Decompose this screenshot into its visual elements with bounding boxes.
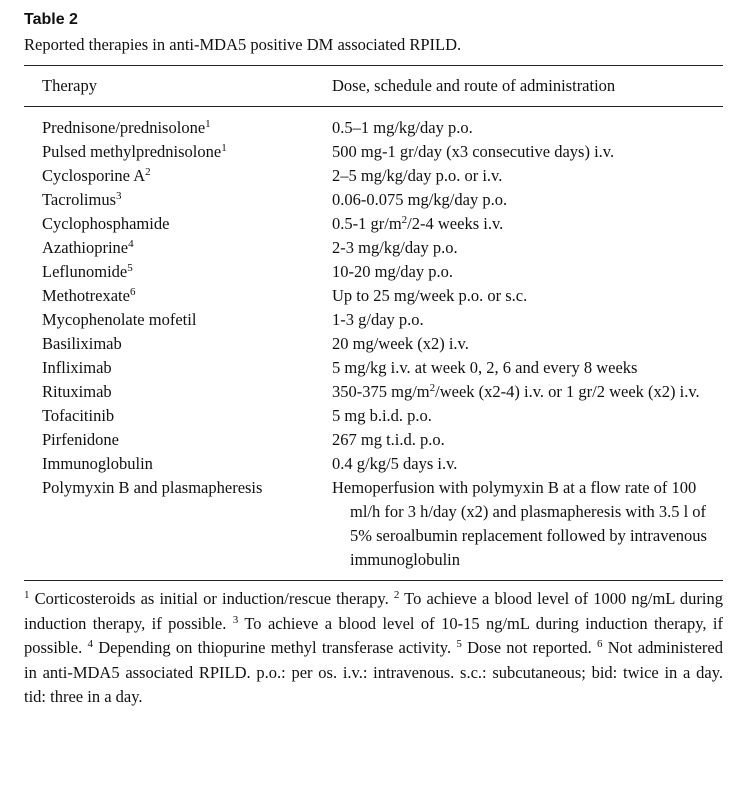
dose-cell xyxy=(316,140,723,164)
dose-cell xyxy=(316,284,723,308)
table-rows xyxy=(24,107,723,572)
therapy-cell xyxy=(24,452,316,476)
therapy-name: Infliximab xyxy=(42,358,112,377)
table-row xyxy=(24,164,723,188)
therapy-name: Pulsed methylprednisolone xyxy=(42,142,222,161)
table-row xyxy=(24,452,723,476)
table-row xyxy=(24,356,723,380)
table-row xyxy=(24,107,723,140)
footnote-text: Dose not reported. xyxy=(461,638,597,657)
table-row xyxy=(24,260,723,284)
therapy-name: Basiliximab xyxy=(42,334,122,353)
dose-cell xyxy=(316,452,723,476)
table-footnotes xyxy=(24,587,723,710)
dose-value: Hemoperfusion with polymyxin B at a flow rate of 100 ml/h for 3 h/day (x2) and plasmapheresis with 3.5 l of 5% seroalbumin replacement followed by intravenous immunoglobulin xyxy=(332,478,707,569)
therapy-cell xyxy=(24,164,316,188)
dose-text xyxy=(332,212,723,236)
dose-text xyxy=(332,188,723,212)
dose-text xyxy=(332,428,723,452)
dose-text xyxy=(332,236,723,260)
table-caption: Reported therapies in anti-MDA5 positive DM associated RPILD. xyxy=(24,35,462,54)
therapy-name: Prednisone/prednisolone xyxy=(42,118,206,137)
dose-value: 267 mg t.i.d. p.o. xyxy=(332,430,445,449)
header-row xyxy=(24,66,723,98)
dose-text xyxy=(332,356,723,380)
dose-cell xyxy=(316,476,723,572)
dose-text xyxy=(332,284,723,308)
therapy-footnote-mark: 1 xyxy=(221,142,227,154)
therapy-name: Immunoglobulin xyxy=(42,454,153,473)
therapy-cell xyxy=(24,380,316,404)
dose-cell xyxy=(316,107,723,140)
therapy-name: Azathioprine xyxy=(42,238,129,257)
dose-text xyxy=(332,140,723,164)
table-row xyxy=(24,308,723,332)
table-row xyxy=(24,476,723,572)
therapy-name: Rituximab xyxy=(42,382,112,401)
table-title: Table 2 xyxy=(24,11,78,28)
table-body xyxy=(24,107,723,572)
dose-cell xyxy=(316,428,723,452)
therapy-name: Pirfenidone xyxy=(42,430,119,449)
dose-cell xyxy=(316,308,723,332)
dose-cell xyxy=(316,164,723,188)
dose-value: 0.4 g/kg/5 days i.v. xyxy=(332,454,458,473)
dose-cell xyxy=(316,260,723,284)
header-therapy: Therapy xyxy=(42,76,97,95)
therapy-cell xyxy=(24,236,316,260)
dose-cell xyxy=(316,356,723,380)
table-row xyxy=(24,404,723,428)
therapy-cell xyxy=(24,140,316,164)
dose-value-part: /2-4 weeks i.v. xyxy=(407,214,504,233)
table-row xyxy=(24,332,723,356)
dose-cell xyxy=(316,404,723,428)
footnote-mark: 2 xyxy=(393,589,400,601)
therapy-cell xyxy=(24,404,316,428)
footnote-text: To achieve a blood level of 10-15 ng/mL during induction therapy, if possible. xyxy=(24,613,723,657)
footnote-text: Depending on thiopurine methyl transferase activity. xyxy=(92,638,457,657)
dose-value: 0.5–1 mg/kg/day p.o. xyxy=(332,118,473,137)
dose-value: 500 mg-1 gr/day (x3 consecutive days) i.v. xyxy=(332,142,615,161)
table-row xyxy=(24,236,723,260)
dose-value: 5 mg/kg i.v. at week 0, 2, 6 and every 8 weeks xyxy=(332,358,638,377)
dose-text xyxy=(332,380,723,404)
therapy-footnote-mark: 4 xyxy=(128,238,134,250)
therapy-cell xyxy=(24,284,316,308)
footnote-text: Not administered in anti-MDA5 associated RPILD. p.o.: per os. i.v.: intravenous. s.c.: subcutaneous; bid: twice in a day. tid: three in a day. xyxy=(24,638,723,706)
therapy-name: Tofacitinib xyxy=(42,406,115,425)
therapy-cell xyxy=(24,188,316,212)
dose-value: 1-3 g/day p.o. xyxy=(332,310,424,329)
dose-cell xyxy=(316,332,723,356)
dose-text xyxy=(332,308,723,332)
table-row xyxy=(24,212,723,236)
dose-value: Up to 25 mg/week p.o. or s.c. xyxy=(332,286,528,305)
therapy-cell xyxy=(24,428,316,452)
header-dose: Dose, schedule and route of administration xyxy=(332,76,616,95)
therapy-name: Leflunomide xyxy=(42,262,128,281)
dose-value: 10-20 mg/day p.o. xyxy=(332,262,453,281)
therapy-name: Cyclophosphamide xyxy=(42,214,170,233)
table-row xyxy=(24,140,723,164)
dose-text xyxy=(332,164,723,188)
dose-value: 5 mg b.i.d. p.o. xyxy=(332,406,432,425)
therapy-name: Methotrexate xyxy=(42,286,130,305)
dose-cell xyxy=(316,236,723,260)
therapy-cell xyxy=(24,308,316,332)
footnote-mark: 6 xyxy=(597,638,603,650)
therapy-footnote-mark: 1 xyxy=(205,118,211,130)
footnote-mark: 5 xyxy=(456,638,462,650)
dose-text xyxy=(332,260,723,284)
therapy-cell xyxy=(24,107,316,140)
dose-text xyxy=(332,332,723,356)
dose-text xyxy=(332,452,723,476)
dose-value-part: 350-375 mg/m xyxy=(332,382,430,401)
therapy-footnote-mark: 6 xyxy=(129,286,136,298)
dose-value: 2–5 mg/kg/day p.o. or i.v. xyxy=(332,166,503,185)
therapy-cell xyxy=(24,356,316,380)
dose-text xyxy=(332,116,723,140)
dose-value-part: 0.5-1 gr/m xyxy=(332,214,402,233)
therapy-footnote-mark: 2 xyxy=(145,166,151,178)
dose-value: 0.06-0.075 mg/kg/day p.o. xyxy=(332,190,508,209)
therapy-cell xyxy=(24,260,316,284)
therapy-cell xyxy=(24,476,316,572)
therapy-cell xyxy=(24,212,316,236)
dose-exponent: 2 xyxy=(401,214,408,226)
footnote-mark: 1 xyxy=(24,589,30,601)
therapy-footnote-mark: 5 xyxy=(127,262,133,274)
therapy-footnote-mark: 3 xyxy=(116,190,122,202)
footnote-mark: 3 xyxy=(232,613,239,626)
footnote-text: Corticosteroids as initial or induction/rescue therapy. xyxy=(29,589,394,608)
therapy-name: Tacrolimus xyxy=(42,190,116,209)
table-row xyxy=(24,284,723,308)
dose-cell xyxy=(316,380,723,404)
dose-text xyxy=(332,404,723,428)
table-header xyxy=(24,66,723,98)
table-row xyxy=(24,428,723,452)
therapy-name: Mycophenolate mofetil xyxy=(42,310,197,329)
dose-text xyxy=(332,476,723,572)
table-row xyxy=(24,188,723,212)
therapy-cell xyxy=(24,332,316,356)
therapy-name: Cyclosporine A xyxy=(42,166,146,185)
table-row xyxy=(24,380,723,404)
footnote-text: To achieve a blood level of 1000 ng/mL during induction therapy, if possible. xyxy=(24,589,723,633)
dose-value: 20 mg/week (x2) i.v. xyxy=(332,334,469,353)
dose-value-part: /week (x2-4) i.v. or 1 gr/2 week (x2) i.v. xyxy=(435,382,700,401)
table-bottom-rule xyxy=(24,580,723,581)
therapy-name: Polymyxin B and plasmapheresis xyxy=(42,478,263,497)
dose-cell xyxy=(316,188,723,212)
dose-cell xyxy=(316,212,723,236)
dose-exponent: 2 xyxy=(429,382,436,394)
footnote-mark: 4 xyxy=(87,638,93,650)
dose-value: 2-3 mg/kg/day p.o. xyxy=(332,238,458,257)
